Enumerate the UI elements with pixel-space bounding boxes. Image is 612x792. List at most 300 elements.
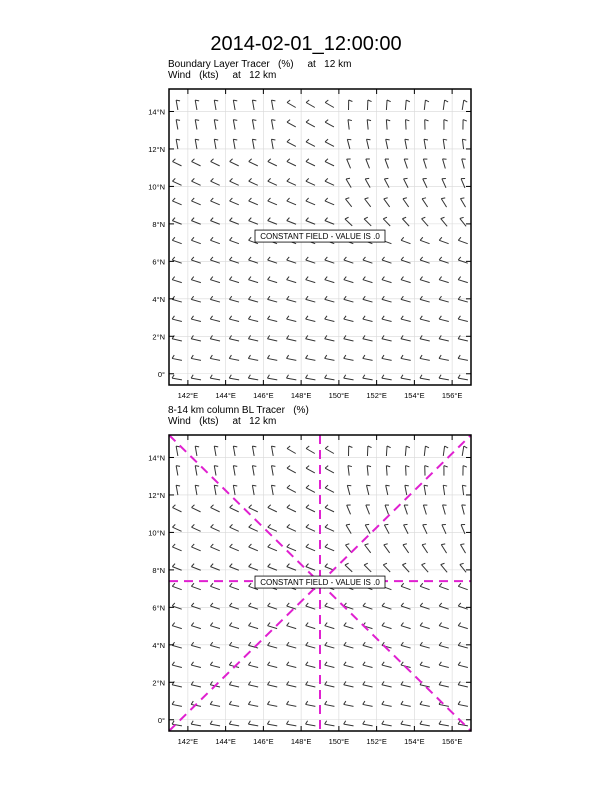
wind-barb-flag [458,603,461,606]
wind-barb [268,277,278,283]
wind-barb-shaft [462,159,465,169]
wind-barb-shaft [401,299,411,302]
wind-barb [439,721,449,726]
wind-barb [386,100,390,110]
wind-barb-shaft [287,685,297,687]
wind-barb-flag [306,120,309,123]
wind-barb [401,375,411,380]
axis-ticks [148,435,471,746]
wind-barb [252,485,256,495]
wind-barb [210,583,219,589]
wind-barb [210,375,220,380]
wind-barb-flag [172,564,175,567]
wind-barb-flag [287,335,289,338]
wind-barb-shaft [233,139,235,149]
wind-barb-shaft [306,299,316,302]
wind-barb-flag [287,139,290,142]
wind-barb-shaft [248,299,258,302]
wind-barb [348,466,352,476]
wind-barb [230,178,239,185]
wind-barb-shaft [386,446,387,456]
wind-barb-shaft [306,665,316,667]
wind-barb-flag [344,355,346,358]
wind-barb-flag [248,662,250,665]
wind-barb-flag [192,178,195,181]
wind-barb-flag [306,277,308,280]
wind-barb [214,466,218,476]
wind-barb-shaft [363,319,373,321]
wind-barb-flag [403,544,407,545]
wind-barb-shaft [344,299,354,302]
constant-field-text: CONSTANT FIELD - VALUE IS .0 [260,232,380,242]
wind-barb-shaft [271,139,273,149]
wind-barb [344,701,354,706]
wind-barb-shaft [176,446,178,456]
wind-barb-shaft [382,378,392,380]
wind-barb-flag [325,544,328,547]
wind-barb-flag [383,217,387,219]
wind-barb [365,544,371,553]
wind-barb-flag [172,218,175,221]
wind-barb-flag [306,544,309,547]
wind-barb-flag [364,217,368,219]
wind-barb-shaft [248,685,258,687]
wind-barb-shaft [344,724,354,726]
wind-barb-flag [349,446,353,447]
wind-barb-flag [229,681,231,684]
wind-barb-shaft [229,339,239,341]
wind-barb-flag [368,100,372,102]
wind-barb-shaft [366,505,370,514]
wind-barb [286,721,296,726]
wind-barb-flag [306,355,308,358]
wind-barb [229,257,238,263]
wind-barb-shaft [211,508,220,512]
wind-barb-shaft [176,100,178,110]
wind-barb-flag [425,446,429,448]
wind-barb-flag [306,218,309,221]
wind-barb-shaft [172,339,182,341]
wind-barb-shaft [214,466,216,476]
wind-barb [462,100,467,110]
wind-barb-shaft [287,449,296,454]
wind-barb [306,120,315,127]
wind-barb-flag [287,485,290,488]
wind-barb-flag [210,335,212,338]
wind-barb-shaft [191,201,200,205]
wind-barb [233,466,237,476]
wind-barb-flag [382,603,385,606]
wind-barb-shaft [401,339,411,341]
wind-barb-shaft [192,527,201,531]
wind-barb-flag [345,563,349,565]
wind-barb-shaft [287,122,296,127]
wind-barb [306,701,316,706]
wind-barb-shaft [233,120,235,130]
wind-barb-shaft [364,219,371,226]
wind-barb-flag [439,355,441,358]
panel-1-title-line2: Wind (kts) at 12 km [168,70,277,81]
wind-barb-shaft [382,724,392,726]
wind-barb-flag [406,466,410,467]
wind-barb [420,355,430,360]
wind-barb [386,485,390,495]
wind-barb-flag [267,375,269,378]
wind-barb [401,701,411,706]
wind-barb-shaft [249,527,258,531]
wind-barb [229,623,239,629]
wind-barb-shaft [195,120,197,130]
lat-tick-label: 12°N [148,144,165,154]
wind-barb-shaft [286,358,296,360]
wind-barb-flag [345,198,349,199]
wind-barb-flag [211,159,214,162]
wind-barb-shaft [420,704,430,706]
wind-barb-shaft [325,685,335,687]
wind-barb-flag [386,120,390,121]
wind-barb [344,721,354,726]
wind-barb [439,355,449,360]
wind-barb-shaft [268,280,278,283]
wind-barb-flag [325,100,328,103]
wind-barb-flag [191,198,194,201]
wind-barb-shaft [172,358,182,360]
wind-barb-shaft [439,586,448,589]
wind-barb [325,623,335,629]
wind-barb [462,505,466,515]
wind-barb-shaft [306,280,316,283]
wind-barb [267,721,277,726]
wind-barb [271,100,275,110]
wind-barb-shaft [462,446,464,456]
wind-barb [439,603,448,609]
wind-barb-flag [287,446,290,449]
wind-barb-flag [444,466,448,467]
wind-barb-shaft [211,201,220,205]
wind-barb [210,623,220,629]
wind-barb-flag [306,721,308,724]
wind-barb-shaft [458,665,468,667]
wind-barb-flag [268,544,271,547]
wind-barb-flag [325,485,328,488]
wind-barb-shaft [345,199,351,207]
wind-barb [345,217,352,226]
wind-barb-shaft [229,645,239,648]
wind-barb-flag [401,257,404,260]
wind-barb-flag [306,485,309,488]
wind-barb-shaft [439,704,449,706]
wind-barb [345,563,352,572]
wind-barb-shaft [348,120,349,130]
wind-barb [458,277,468,283]
wind-barb-shaft [286,704,296,706]
wind-barb-shaft [347,159,351,168]
wind-barb-shaft [271,100,273,110]
wind-barb [386,466,390,476]
wind-barb-flag [363,375,365,378]
wind-barb [306,178,315,185]
wind-barb-flag [248,623,250,626]
wind-barb [191,564,200,571]
lat-tick-label: 6°N [152,257,165,267]
wind-barb-shaft [306,645,316,648]
wind-barb-shaft [271,446,273,456]
wind-barb-shaft [366,159,370,168]
wind-barb [287,178,296,185]
wind-barb-flag [349,100,353,101]
wind-barb [230,544,239,551]
wind-barb-flag [267,662,269,665]
wind-barb [172,277,182,283]
wind-barb-flag [172,257,175,260]
wind-barb [287,603,296,609]
wind-barb-shaft [306,358,316,360]
wind-barb-flag [439,623,441,626]
wind-barb [424,139,428,149]
wind-barb-flag [210,623,212,626]
wind-barb [425,120,429,130]
wind-barb [233,120,237,130]
wind-barb-flag [325,466,328,469]
wind-barb-shaft [172,586,181,589]
wind-barb-shaft [344,319,354,321]
wind-barb-shaft [420,280,430,283]
wind-barb-shaft [363,665,373,667]
wind-barb-flag [458,662,460,665]
wind-barb [363,662,373,668]
wind-barb-flag [249,524,252,527]
wind-barb-flag [458,257,461,260]
wind-barb [306,623,316,629]
wind-barb-shaft [252,120,254,130]
wind-barb-shaft [382,339,392,341]
wind-barb [172,524,181,531]
wind-barb [367,466,371,476]
wind-barb-shaft [383,219,390,226]
wind-barb [267,662,277,668]
lon-tick-label: 150°E [328,391,350,400]
wind-barb-flag [230,544,233,547]
wind-barb [191,198,200,205]
wind-barb [287,623,297,629]
wind-barb-shaft [420,665,430,667]
wind-barb-shaft [306,449,315,454]
wind-barb-shaft [420,724,430,726]
wind-barb-shaft [229,319,239,321]
wind-barb [229,277,239,283]
wind-barb [420,662,430,668]
wind-barb-flag [306,446,309,449]
wind-barb-shaft [439,378,449,380]
wind-barb [420,375,430,380]
wind-barb [249,218,258,225]
wind-barb-flag [460,217,464,218]
wind-barb-shaft [267,378,277,380]
wind-barb-flag [229,623,231,626]
wind-barb [195,139,199,149]
wind-barb [267,316,277,322]
wind-barb-shaft [363,704,373,706]
wind-barb [405,100,409,110]
wind-barb-shaft [210,299,220,302]
wind-barb [306,159,315,166]
wind-barb-flag [267,721,269,724]
wind-barb-shaft [229,299,239,302]
wind-barb [425,466,429,476]
wind-barb [172,505,181,512]
wind-barb-shaft [233,466,235,476]
wind-barb-flag [210,583,213,586]
wind-barb-shaft [172,704,182,706]
lon-tick-label: 156°E [441,391,463,400]
wind-barb-shaft [443,100,444,110]
wind-barb-shaft [443,505,446,515]
wind-barb [306,139,315,146]
wind-barb-shaft [458,704,468,706]
wind-barb-shaft [420,685,430,687]
wind-barb [191,721,201,726]
wind-barb [460,544,465,553]
wind-barb [248,701,258,706]
wind-barb [439,583,448,589]
wind-barb-shaft [230,527,239,531]
wind-barb-shaft [268,162,277,166]
wind-barb [423,159,427,169]
wind-barb [211,505,220,512]
wind-barb-flag [248,681,250,684]
wind-barb [382,623,392,629]
wind-barb [382,257,391,263]
wind-barb-flag [191,375,193,378]
wind-barb-flag [248,277,250,280]
wind-barb-shaft [401,280,411,283]
wind-barb-flag [325,603,328,606]
wind-barb-shaft [345,565,352,572]
wind-barb-shaft [287,103,296,108]
wind-barb-flag [401,603,404,606]
wind-barb [287,159,296,166]
wind-barb-shaft [249,547,258,551]
wind-barb [444,466,448,476]
wind-barb-flag [387,100,391,102]
lat-tick-label: 10°N [148,182,165,192]
wind-barb [230,583,239,589]
wind-barb [306,603,315,609]
wind-barb-flag [401,681,403,684]
wind-barb [248,316,258,322]
wind-barb [210,355,220,360]
wind-barb [210,218,219,225]
wind-barb-shaft [420,339,430,341]
wind-barb-flag [268,257,271,260]
wind-barb-flag [249,159,252,162]
wind-barb [176,120,180,130]
wind-barb-flag [420,316,422,319]
wind-barb-flag [420,603,423,606]
wind-barb [325,355,335,360]
wind-barb-shaft [172,527,181,531]
wind-barb [306,316,316,322]
wind-barb-shaft [229,378,239,380]
wind-barb-flag [249,544,252,547]
wind-barb-shaft [172,299,182,302]
wind-barb-shaft [420,240,429,243]
wind-barb-flag [365,178,369,179]
wind-barb-shaft [230,586,239,589]
wind-barb [443,139,447,149]
wind-barb-flag [286,721,288,724]
wind-barb [172,198,181,205]
wind-barb-shaft [268,181,277,185]
wind-barb-shaft [439,724,449,726]
wind-barb-flag [346,524,350,525]
wind-barb-shaft [211,162,220,166]
wind-barb [191,257,200,263]
wind-barb-shaft [386,466,387,476]
wind-barb [325,100,334,108]
wind-barb [441,544,446,553]
wind-barb-shaft [191,685,201,687]
wind-barb [420,316,430,322]
wind-barb [233,485,237,495]
wind-barb [210,316,220,322]
wind-barb-shaft [458,586,467,589]
wind-barb-shaft [344,704,354,706]
wind-barb-flag [172,375,174,378]
wind-barb-shaft [192,181,201,185]
wind-barb [306,485,315,492]
wind-barb-shaft [172,665,182,667]
wind-barb [287,505,296,512]
wind-barb [420,721,430,726]
wind-barb [325,277,335,283]
wind-barb [248,355,258,360]
wind-barb-flag [420,237,423,240]
wind-barb-shaft [249,201,258,205]
wind-barb-shaft [252,446,254,456]
wind-barb-shaft [191,280,201,283]
wind-barb-flag [439,257,442,260]
lat-tick-label: 8°N [152,219,165,229]
wind-barb-flag [267,355,269,358]
wind-barb-flag [229,335,231,338]
wind-barb [439,257,448,263]
wind-barb-shaft [325,339,335,341]
wind-barb-shaft [191,378,201,380]
wind-barb [249,198,258,205]
wind-barb-shaft [382,280,392,283]
wind-barb [172,355,182,360]
wind-barb-shaft [268,527,277,531]
wind-barb-shaft [403,545,409,553]
wind-barb-shaft [382,299,392,302]
wind-barb-flag [287,564,290,567]
wind-barb [306,100,315,108]
wind-barb [287,139,296,146]
wind-barb-flag [325,120,328,123]
wind-barb [458,662,468,668]
wind-barb [172,375,182,380]
wind-barb-shaft [441,565,447,573]
wind-barb-flag [325,277,327,280]
wind-barb-shaft [386,485,388,495]
wind-barb-shaft [401,704,411,706]
wind-barb [424,446,429,456]
wind-barb-flag [287,178,290,181]
wind-barb-shaft [192,508,201,512]
wind-barb-shaft [268,547,277,551]
wind-barb [383,217,390,226]
